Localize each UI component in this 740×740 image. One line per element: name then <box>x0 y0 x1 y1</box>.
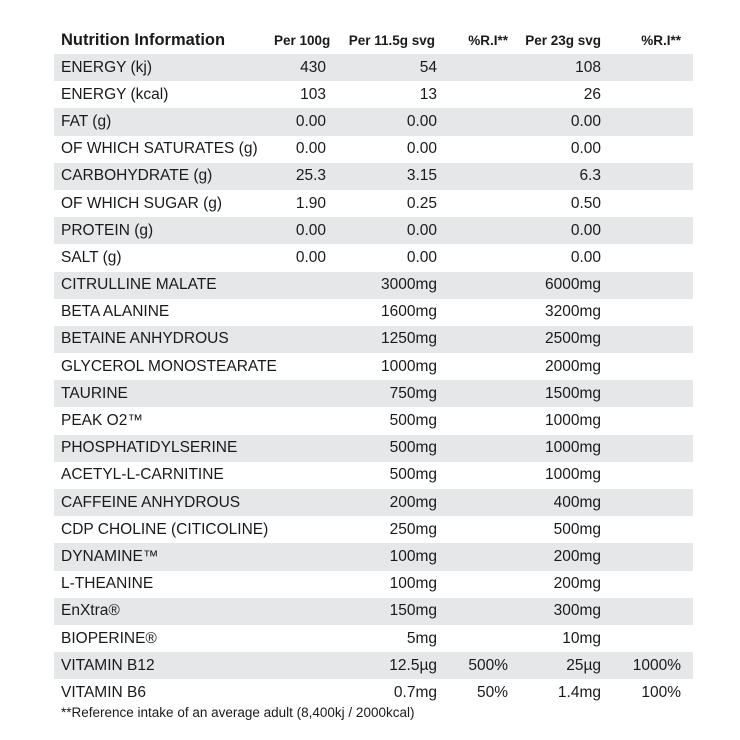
nutrient-name: BETAINE ANHYDROUS <box>61 330 229 348</box>
per-11-5g-value: 200mg <box>389 493 437 511</box>
table-row <box>54 299 693 326</box>
per-23g-value: 6000mg <box>544 276 601 294</box>
per-11-5g-value: 1600mg <box>380 303 437 321</box>
per-100g-value: 0.00 <box>295 140 326 158</box>
per-23g-value: 25µg <box>566 656 601 674</box>
nutrient-name: CDP CHOLINE (CITICOLINE) <box>61 520 269 538</box>
table-row <box>54 272 693 299</box>
per-23g-value: 3200mg <box>544 303 601 321</box>
nutrient-name: ENERGY (kcal) <box>61 85 169 103</box>
per-23g-value: 26 <box>583 85 601 103</box>
nutrient-name: PHOSPHATIDYLSERINE <box>61 439 238 457</box>
nutrient-name: L-THEANINE <box>61 575 154 593</box>
per-23g-value: 6.3 <box>579 167 601 185</box>
per-11-5g-value: 500mg <box>389 439 437 457</box>
per-100g-value: 430 <box>300 58 326 76</box>
nutrient-name: DYNAMINE™ <box>61 547 159 565</box>
nutrient-name: BIOPERINE® <box>61 629 157 647</box>
per-23g-value: 10mg <box>562 629 601 647</box>
per-23g-value: 0.50 <box>570 194 601 212</box>
table-row <box>54 652 693 679</box>
per-23g-value: 300mg <box>553 602 601 620</box>
table-row <box>54 190 693 217</box>
per-11-5g-value: 0.25 <box>406 194 437 212</box>
table-row <box>54 326 693 353</box>
per-23g-value: 2500mg <box>544 330 601 348</box>
per-11-5g-value: 1000mg <box>380 357 437 375</box>
nutrient-name: EnXtra® <box>61 602 120 620</box>
table-row <box>54 679 693 706</box>
ri-percent-large-value: 1000% <box>632 656 681 674</box>
nutrient-name: ACETYL-L-CARNITINE <box>61 466 224 484</box>
per-23g-value: 0.00 <box>570 248 601 266</box>
per-11-5g-value: 150mg <box>389 602 437 620</box>
per-11-5g-value: 500mg <box>389 412 437 430</box>
per-23g-value: 1000mg <box>544 466 601 484</box>
per-23g-value: 200mg <box>553 575 601 593</box>
nutrient-name: OF WHICH SATURATES (g) <box>61 140 258 158</box>
per-11-5g-value: 100mg <box>389 547 437 565</box>
table-row <box>54 407 693 434</box>
header-per-11-5g-serving: Per 11.5g svg <box>348 32 435 48</box>
nutrient-name: BETA ALANINE <box>61 303 170 321</box>
per-11-5g-value: 3.15 <box>406 167 437 185</box>
table-body <box>54 54 693 707</box>
per-23g-value: 1000mg <box>544 439 601 457</box>
per-11-5g-value: 3000mg <box>380 276 437 294</box>
table-row <box>54 136 693 163</box>
per-11-5g-value: 0.00 <box>406 221 437 239</box>
per-11-5g-value: 0.7mg <box>393 683 437 701</box>
per-23g-value: 1.4mg <box>557 683 601 701</box>
nutrient-name: SALT (g) <box>61 248 122 266</box>
per-23g-value: 0.00 <box>570 112 601 130</box>
nutrient-name: TAURINE <box>61 384 128 402</box>
nutrient-name: CAFFEINE ANHYDROUS <box>61 493 241 511</box>
per-11-5g-value: 250mg <box>389 520 437 538</box>
nutrient-name: PEAK O2™ <box>61 412 143 430</box>
nutrition-table <box>54 26 693 707</box>
table-row <box>54 462 693 489</box>
table-row <box>54 435 693 462</box>
nutrient-name: FAT (g) <box>61 112 112 130</box>
per-11-5g-value: 0.00 <box>406 248 437 266</box>
nutrient-name: OF WHICH SUGAR (g) <box>61 194 223 212</box>
per-23g-value: 2000mg <box>544 357 601 375</box>
footnote: **Reference intake of an average adult (8,400kj / 2000kcal) <box>61 705 415 720</box>
nutrient-name: CITRULLINE MALATE <box>61 276 217 294</box>
nutrient-name: VITAMIN B12 <box>61 656 155 674</box>
table-row <box>54 598 693 625</box>
table-row <box>54 54 693 81</box>
per-23g-value: 108 <box>575 58 601 76</box>
table-row <box>54 217 693 244</box>
table-row <box>54 163 693 190</box>
table-row <box>54 108 693 135</box>
per-11-5g-value: 0.00 <box>406 112 437 130</box>
table-row <box>54 244 693 271</box>
nutrient-name: ENERGY (kj) <box>61 58 153 76</box>
per-100g-value: 0.00 <box>295 248 326 266</box>
per-11-5g-value: 5mg <box>406 629 437 647</box>
per-11-5g-value: 500mg <box>389 466 437 484</box>
per-23g-value: 200mg <box>553 547 601 565</box>
header-per-23g-serving: Per 23g svg <box>525 32 601 48</box>
table-row <box>54 489 693 516</box>
ri-percent-small-value: 50% <box>476 683 508 701</box>
nutrient-name: GLYCEROL MONOSTEARATE <box>61 357 277 375</box>
ri-percent-small-value: 500% <box>468 656 508 674</box>
table-row <box>54 380 693 407</box>
ri-percent-large-value: 100% <box>641 683 681 701</box>
per-23g-value: 1500mg <box>544 384 601 402</box>
per-100g-value: 1.90 <box>295 194 326 212</box>
per-11-5g-value: 0.00 <box>406 140 437 158</box>
per-11-5g-value: 1250mg <box>380 330 437 348</box>
per-23g-value: 0.00 <box>570 140 601 158</box>
per-23g-value: 400mg <box>553 493 601 511</box>
per-11-5g-value: 12.5µg <box>389 656 437 674</box>
per-100g-value: 0.00 <box>295 112 326 130</box>
table-row <box>54 516 693 543</box>
per-11-5g-value: 750mg <box>389 384 437 402</box>
per-100g-value: 25.3 <box>295 167 326 185</box>
per-100g-value: 103 <box>300 85 326 103</box>
per-23g-value: 0.00 <box>570 221 601 239</box>
nutrient-name: CARBOHYDRATE (g) <box>61 167 213 185</box>
table-header <box>54 26 693 54</box>
header-nutrition-information: Nutrition Information <box>61 30 226 49</box>
table-row <box>54 571 693 598</box>
per-100g-value: 0.00 <box>295 221 326 239</box>
nutrient-name: VITAMIN B6 <box>61 683 146 701</box>
per-11-5g-value: 100mg <box>389 575 437 593</box>
header-per-100g: Per 100g <box>274 32 331 48</box>
per-11-5g-value: 13 <box>419 85 437 103</box>
table-row <box>54 81 693 108</box>
per-11-5g-value: 54 <box>419 58 437 76</box>
table-row <box>54 543 693 570</box>
table-row <box>54 353 693 380</box>
header-ri-percent-small: %R.I** <box>468 32 508 48</box>
per-23g-value: 1000mg <box>544 412 601 430</box>
table-row <box>54 625 693 652</box>
per-23g-value: 500mg <box>553 520 601 538</box>
header-ri-percent-large: %R.I** <box>641 32 681 48</box>
nutrient-name: PROTEIN (g) <box>61 221 154 239</box>
